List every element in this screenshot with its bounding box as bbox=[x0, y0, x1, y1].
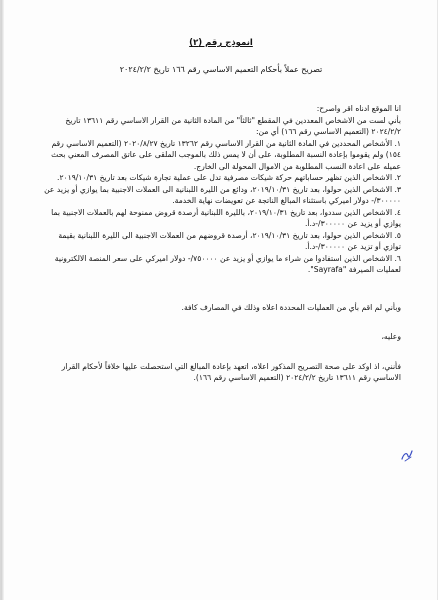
form-title: انموذج رقم (٢) bbox=[189, 38, 253, 48]
intro-line: انا الموقع ادناه اقر واصرح: bbox=[316, 104, 401, 113]
closing-statement: وبأني لم اقم بأي من العمليات المحددة اعلاه وذلك في المصارف كافة. bbox=[181, 302, 401, 312]
list-item: ٣. الاشخاص الذين حولوا، بعد تاريخ ٢٠١٩/١٠/٣١، ودائع من الليرة اللبنانية الى العملات الاجنبية بما يوازي أو يزيد عن ٣٠٠٠٠٠/- دولار اميركي باستثناء المبالغ الناتجة عن تعويضات نهاية الخدمة. bbox=[44, 184, 401, 205]
list-item: ٢. الاشخاص الذين تظهر حساباتهم حركة شيكات مصرفية تدل على عملية تجارة شيكات بعد تاريخ ٢٠١٩/١٠/٣١. bbox=[57, 173, 401, 182]
undertaking-paragraph: فأنني، اذ اوكد على صحة التصريح المذكور اعلاه، اتعهد بإعادة المبالغ التي استحصلت عليها خلافاً لأحكام القرار الاساسي رقم ١٣٦١١ تاريخ ٢٠٢٤/٢/٢ (التعميم الاساسي رقم ١٦٦). bbox=[61, 361, 401, 382]
list-item: ١. الأشخاص المحددين في المادة الثانية من القرار الاساسي رقم ١٣٢٦٢ تاريخ ٢٠٢٠/٨/٢٧ (التعميم الاساسي رقم ١٥٤) ولم يقوموا بإعادة النسبة المطلوبة، على أن لا يمس ذلك بالموجب الملقى على عاتق المصرف المعني بحث عميله على اعادة النسب المطلوبة من الاموال المحولة الى الخارج. bbox=[51, 138, 401, 171]
signature-mark bbox=[399, 448, 415, 464]
list-item: ٥. الاشخاص الذين حولوا، بعد تاريخ ٢٠١٩/١٠/٣١، أرصدة قروضهم من العملات الاجنبية الى الليرة اللبنانية بقيمة توازي أو تزيد عن ٣٠٠٠٠٠/-د.أ. bbox=[58, 230, 401, 251]
list-item: ٤. الاشخاص الذين سددوا، بعد تاريخ ٢٠١٩/١٠/٣١، بالليرة اللبنانية أرصدة قروض ممنوحة لهم بالعملات الاجنبية بما يوازي أو يزيد عن ٣٠٠٠٠٠/-د.أ. bbox=[51, 207, 401, 228]
declaration-paragraph: بأني لست من الاشخاص المعددين في المقطع "ثالثاً" من المادة الثانية من القرار الاساسي رقم ١٣٦١١ تاريخ ٢٠٢٤/٢/٢ (التعميم الاساسي رقم ١٦٦) أي من: bbox=[65, 115, 401, 136]
list-item: ٦. الاشخاص الذين استفادوا من شراء ما يوازي أو يزيد عن ٧٥٠٠٠٠/- دولار اميركي على سعر المنصة الالكترونية لعمليات الصيرفة "Sayrafa". bbox=[54, 253, 401, 274]
declaration-form bbox=[41, 38, 401, 391]
excluded-persons-list bbox=[41, 138, 401, 276]
form-subtitle: تصريح عملاً بأحكام التعميم الاساسي رقم ١٦٦ تاريخ ٢٠٢٤/٢/٢ bbox=[119, 64, 323, 74]
scan-edge bbox=[1, 0, 4, 600]
therefore-line: وعليه، bbox=[381, 332, 401, 341]
